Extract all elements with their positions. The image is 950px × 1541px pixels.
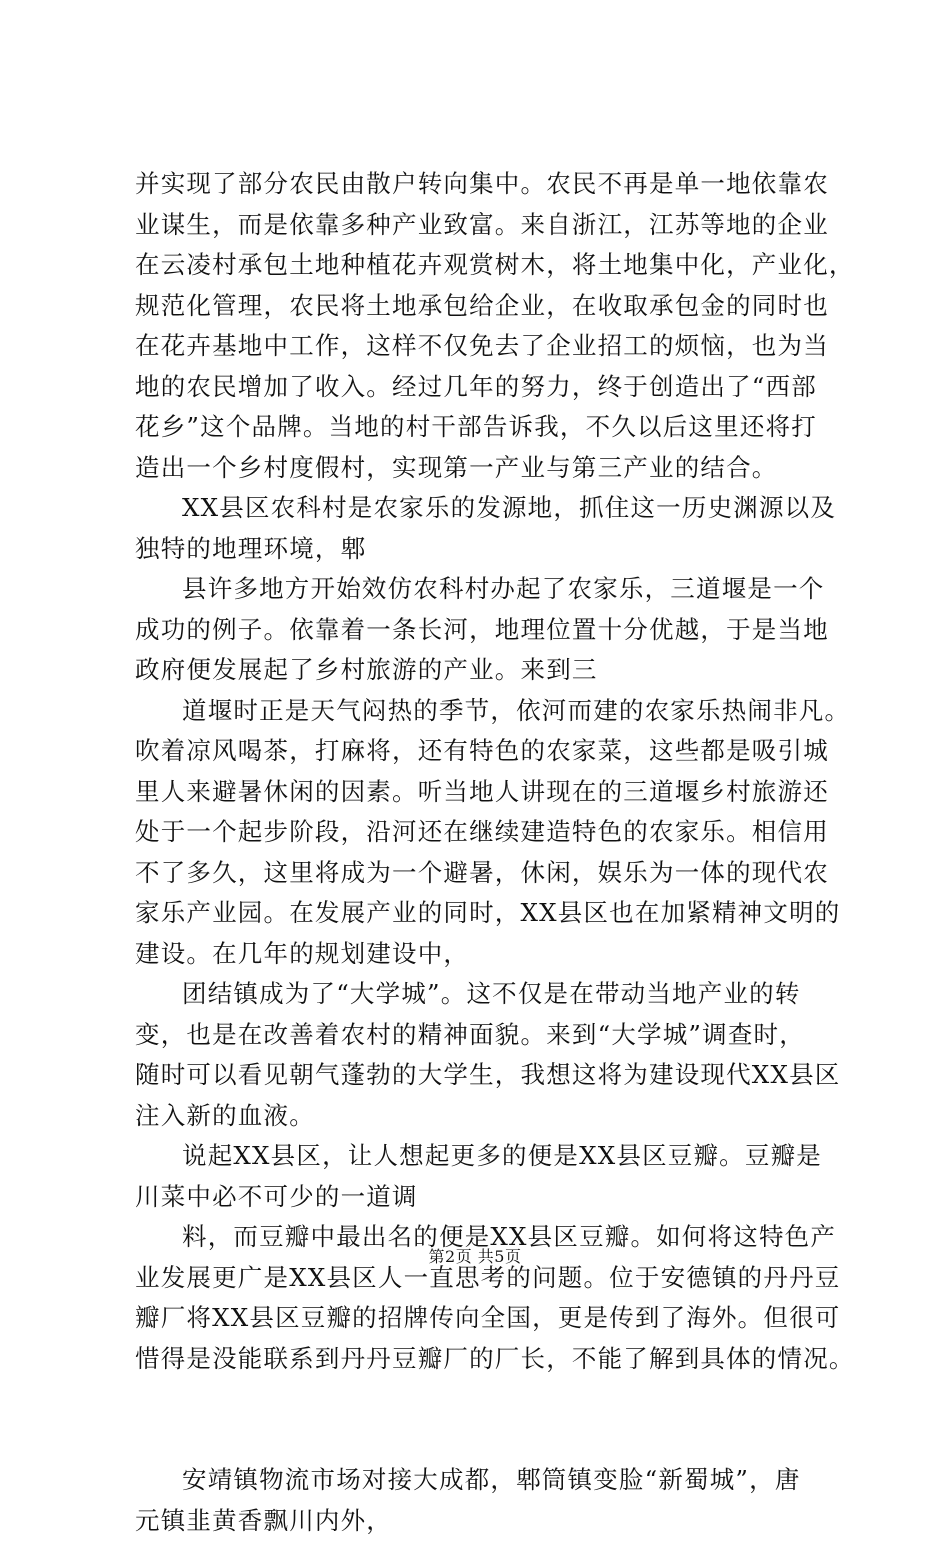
- paragraph-start-line: 道堰时正是天气闷热的季节，依河而建的农家乐热闹非凡。: [135, 691, 835, 732]
- paragraph-start-line: XX县区农科村是农家乐的发源地，抓住这一历史渊源以及: [135, 488, 835, 529]
- text-line: 政府便发展起了乡村旅游的产业。来到三: [135, 650, 835, 691]
- document-body: [135, 164, 835, 1541]
- paragraph-start-line: 说起XX县区，让人想起更多的便是XX县区豆瓣。豆瓣是: [135, 1136, 835, 1177]
- page-number: 第2页 共5页: [0, 1244, 950, 1267]
- text-line: 元镇韭黄香飘川内外，: [135, 1501, 835, 1541]
- paragraph-start-line: 安靖镇物流市场对接大成都，郫筒镇变脸“新蜀城”，唐: [135, 1460, 835, 1501]
- text-line: 成功的例子。依靠着一条长河，地理位置十分优越，于是当地: [135, 610, 835, 651]
- paragraph-start-line: 料，而豆瓣中最出名的便是XX县区豆瓣。如何将这特色产: [135, 1217, 835, 1258]
- text-line: 业谋生，而是依靠多种产业致富。来自浙江，江苏等地的企业: [135, 205, 835, 246]
- text-line: 在花卉基地中工作，这样不仅免去了企业招工的烦恼，也为当: [135, 326, 835, 367]
- text-line: 惜得是没能联系到丹丹豆瓣厂的厂长，不能了解到具体的情况。: [135, 1339, 835, 1380]
- paragraph-start-line: 县许多地方开始效仿农科村办起了农家乐，三道堰是一个: [135, 569, 835, 610]
- text-line: 变，也是在改善着农村的精神面貌。来到“大学城”调查时，: [135, 1015, 835, 1056]
- text-line: 地的农民增加了收入。经过几年的努力，终于创造出了“西部: [135, 367, 835, 408]
- text-line: 独特的地理环境，郫: [135, 529, 835, 570]
- text-line: 不了多久，这里将成为一个避暑，休闲，娱乐为一体的现代农: [135, 853, 835, 894]
- text-line: 处于一个起步阶段，沿河还在继续建造特色的农家乐。相信用: [135, 812, 835, 853]
- text-line: 花乡”这个品牌。当地的村干部告诉我，不久以后这里还将打: [135, 407, 835, 448]
- text-line: 里人来避暑休闲的因素。听当地人讲现在的三道堰乡村旅游还: [135, 772, 835, 813]
- text-line: 注入新的血液。: [135, 1096, 835, 1137]
- text-line: 在云凌村承包土地种植花卉观赏树木，将土地集中化，产业化，: [135, 245, 835, 286]
- paragraph-start-line: 团结镇成为了“大学城”。这不仅是在带动当地产业的转: [135, 974, 835, 1015]
- text-line: 规范化管理，农民将土地承包给企业，在收取承包金的同时也: [135, 286, 835, 327]
- text-line: 业发展更广是XX县区人一直思考的问题。位于安德镇的丹丹豆: [135, 1258, 835, 1299]
- text-line: 并实现了部分农民由散户转向集中。农民不再是单一地依靠农: [135, 164, 835, 205]
- text-line: 建设。在几年的规划建设中，: [135, 934, 835, 975]
- text-line: 川菜中必不可少的一道调: [135, 1177, 835, 1218]
- text-line: 随时可以看见朝气蓬勃的大学生，我想这将为建设现代XX县区: [135, 1055, 835, 1096]
- text-line: 造出一个乡村度假村，实现第一产业与第三产业的结合。: [135, 448, 835, 489]
- blank-line: [135, 1379, 835, 1460]
- text-line: 吹着凉风喝茶，打麻将，还有特色的农家菜，这些都是吸引城: [135, 731, 835, 772]
- text-line: 瓣厂将XX县区豆瓣的招牌传向全国，更是传到了海外。但很可: [135, 1298, 835, 1339]
- text-line: 家乐产业园。在发展产业的同时，XX县区也在加紧精神文明的: [135, 893, 835, 934]
